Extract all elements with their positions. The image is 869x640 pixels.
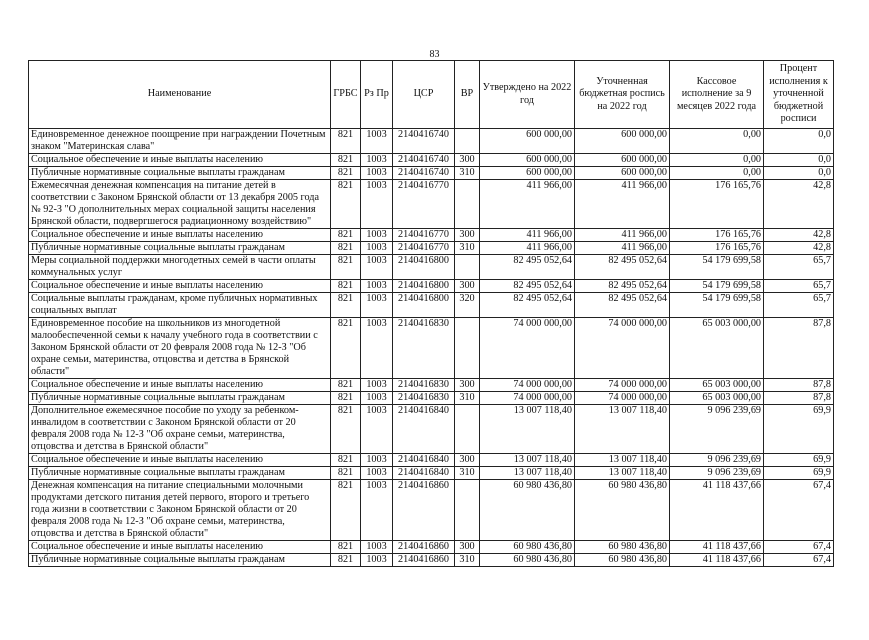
- cell-name: Единовременное пособие на школьников из многодетной малообеспеченной семьи к началу учебного года в соответствии с Законом Брянской области от 20 февраля 2008 года № 12-З "Об охране семьи, материнства, отцовства и детства в Брянской области": [29, 318, 331, 379]
- cell-rzpr: 1003: [361, 392, 393, 405]
- cell-rzpr: 1003: [361, 180, 393, 229]
- cell-percent: 65,7: [764, 255, 834, 280]
- table-row: [29, 293, 834, 318]
- cell-cash: 41 118 437,66: [670, 554, 764, 567]
- cell-rzpr: 1003: [361, 454, 393, 467]
- cell-vr: 300: [455, 379, 480, 392]
- cell-approved: 600 000,00: [480, 129, 575, 154]
- cell-percent: 87,8: [764, 392, 834, 405]
- cell-cash: 41 118 437,66: [670, 480, 764, 541]
- cell-grbs: 821: [331, 554, 361, 567]
- table-row: [29, 467, 834, 480]
- cell-csr: 2140416740: [393, 129, 455, 154]
- cell-rzpr: 1003: [361, 154, 393, 167]
- table-row: [29, 454, 834, 467]
- cell-name: Меры социальной поддержки многодетных семей в части оплаты коммунальных услуг: [29, 255, 331, 280]
- cell-refined: 74 000 000,00: [575, 379, 670, 392]
- cell-percent: 69,9: [764, 405, 834, 454]
- cell-cash: 176 165,76: [670, 229, 764, 242]
- cell-approved: 74 000 000,00: [480, 392, 575, 405]
- cell-refined: 74 000 000,00: [575, 392, 670, 405]
- header-csr: ЦСР: [393, 61, 455, 129]
- cell-grbs: 821: [331, 318, 361, 379]
- cell-grbs: 821: [331, 480, 361, 541]
- cell-csr: 2140416800: [393, 255, 455, 280]
- cell-grbs: 821: [331, 229, 361, 242]
- cell-csr: 2140416740: [393, 154, 455, 167]
- cell-csr: 2140416860: [393, 541, 455, 554]
- table-row: [29, 129, 834, 154]
- cell-grbs: 821: [331, 293, 361, 318]
- cell-csr: 2140416770: [393, 229, 455, 242]
- cell-csr: 2140416830: [393, 318, 455, 379]
- cell-refined: 13 007 118,40: [575, 467, 670, 480]
- cell-refined: 600 000,00: [575, 129, 670, 154]
- cell-csr: 2140416830: [393, 379, 455, 392]
- cell-refined: 13 007 118,40: [575, 405, 670, 454]
- table-row: [29, 480, 834, 541]
- cell-vr: 310: [455, 167, 480, 180]
- header-vr: ВР: [455, 61, 480, 129]
- table-row: [29, 280, 834, 293]
- cell-refined: 74 000 000,00: [575, 318, 670, 379]
- header-rzpr: Рз Пр: [361, 61, 393, 129]
- cell-name: Публичные нормативные социальные выплаты гражданам: [29, 467, 331, 480]
- cell-rzpr: 1003: [361, 480, 393, 541]
- cell-name: Публичные нормативные социальные выплаты гражданам: [29, 242, 331, 255]
- cell-vr: 310: [455, 554, 480, 567]
- cell-vr: [455, 480, 480, 541]
- header-grbs: ГРБС: [331, 61, 361, 129]
- cell-percent: 69,9: [764, 454, 834, 467]
- cell-csr: 2140416860: [393, 554, 455, 567]
- cell-percent: 42,8: [764, 242, 834, 255]
- table-row: [29, 229, 834, 242]
- cell-approved: 82 495 052,64: [480, 293, 575, 318]
- cell-rzpr: 1003: [361, 280, 393, 293]
- cell-grbs: 821: [331, 129, 361, 154]
- cell-percent: 42,8: [764, 180, 834, 229]
- header-approved: Утверждено на 2022 год: [480, 61, 575, 129]
- cell-approved: 82 495 052,64: [480, 255, 575, 280]
- cell-rzpr: 1003: [361, 379, 393, 392]
- cell-cash: 65 003 000,00: [670, 392, 764, 405]
- cell-percent: 0,0: [764, 154, 834, 167]
- cell-rzpr: 1003: [361, 129, 393, 154]
- cell-cash: 65 003 000,00: [670, 318, 764, 379]
- cell-cash: 9 096 239,69: [670, 454, 764, 467]
- cell-approved: 60 980 436,80: [480, 554, 575, 567]
- cell-refined: 82 495 052,64: [575, 255, 670, 280]
- cell-vr: [455, 129, 480, 154]
- cell-cash: 41 118 437,66: [670, 541, 764, 554]
- cell-approved: 411 966,00: [480, 180, 575, 229]
- cell-vr: 300: [455, 229, 480, 242]
- cell-vr: [455, 318, 480, 379]
- table-row: [29, 242, 834, 255]
- cell-refined: 600 000,00: [575, 167, 670, 180]
- cell-refined: 82 495 052,64: [575, 280, 670, 293]
- cell-name: Социальное обеспечение и иные выплаты населению: [29, 379, 331, 392]
- table-row: [29, 554, 834, 567]
- cell-vr: 320: [455, 293, 480, 318]
- cell-approved: 13 007 118,40: [480, 405, 575, 454]
- cell-approved: 74 000 000,00: [480, 318, 575, 379]
- cell-approved: 600 000,00: [480, 167, 575, 180]
- cell-csr: 2140416840: [393, 454, 455, 467]
- cell-refined: 411 966,00: [575, 180, 670, 229]
- cell-refined: 60 980 436,80: [575, 541, 670, 554]
- cell-refined: 60 980 436,80: [575, 480, 670, 541]
- cell-percent: 87,8: [764, 318, 834, 379]
- cell-name: Публичные нормативные социальные выплаты гражданам: [29, 554, 331, 567]
- table-row: [29, 379, 834, 392]
- table-row: [29, 154, 834, 167]
- cell-cash: 176 165,76: [670, 180, 764, 229]
- cell-approved: 13 007 118,40: [480, 467, 575, 480]
- cell-grbs: 821: [331, 167, 361, 180]
- cell-approved: 60 980 436,80: [480, 480, 575, 541]
- cell-grbs: 821: [331, 154, 361, 167]
- cell-approved: 600 000,00: [480, 154, 575, 167]
- cell-rzpr: 1003: [361, 554, 393, 567]
- cell-csr: 2140416800: [393, 293, 455, 318]
- cell-name: Социальное обеспечение и иные выплаты населению: [29, 280, 331, 293]
- cell-grbs: 821: [331, 454, 361, 467]
- cell-percent: 67,4: [764, 541, 834, 554]
- cell-grbs: 821: [331, 467, 361, 480]
- cell-approved: 82 495 052,64: [480, 280, 575, 293]
- cell-cash: 9 096 239,69: [670, 467, 764, 480]
- cell-vr: [455, 405, 480, 454]
- header-percent: Процент исполнения к уточненной бюджетной росписи: [764, 61, 834, 129]
- cell-name: Ежемесячная денежная компенсация на питание детей в соответствии с Законом Брянской области от 13 декабря 2005 года № 92-З "О дополнительных мерах социальной защиты населения Брянской области, подвергшегося радиационному воздействию": [29, 180, 331, 229]
- cell-cash: 54 179 699,58: [670, 280, 764, 293]
- cell-name: Социальное обеспечение и иные выплаты населению: [29, 454, 331, 467]
- cell-csr: 2140416860: [393, 480, 455, 541]
- cell-csr: 2140416830: [393, 392, 455, 405]
- cell-cash: 0,00: [670, 129, 764, 154]
- page-number: 83: [429, 49, 440, 60]
- cell-grbs: 821: [331, 242, 361, 255]
- cell-percent: 42,8: [764, 229, 834, 242]
- cell-vr: 300: [455, 280, 480, 293]
- table-row: [29, 318, 834, 379]
- table-row: [29, 167, 834, 180]
- cell-csr: 2140416770: [393, 180, 455, 229]
- cell-refined: 13 007 118,40: [575, 454, 670, 467]
- header-name: Наименование: [29, 61, 331, 129]
- cell-vr: 310: [455, 242, 480, 255]
- cell-approved: 13 007 118,40: [480, 454, 575, 467]
- cell-rzpr: 1003: [361, 467, 393, 480]
- cell-percent: 67,4: [764, 480, 834, 541]
- table-row: [29, 180, 834, 229]
- table-row: [29, 255, 834, 280]
- cell-percent: 0,0: [764, 167, 834, 180]
- cell-rzpr: 1003: [361, 255, 393, 280]
- cell-name: Социальное обеспечение и иные выплаты населению: [29, 154, 331, 167]
- cell-percent: 87,8: [764, 379, 834, 392]
- cell-cash: 54 179 699,58: [670, 293, 764, 318]
- cell-name: Публичные нормативные социальные выплаты гражданам: [29, 392, 331, 405]
- cell-cash: 54 179 699,58: [670, 255, 764, 280]
- cell-percent: 69,9: [764, 467, 834, 480]
- budget-table: [28, 60, 834, 567]
- cell-percent: 0,0: [764, 129, 834, 154]
- cell-cash: 176 165,76: [670, 242, 764, 255]
- cell-refined: 411 966,00: [575, 242, 670, 255]
- cell-refined: 82 495 052,64: [575, 293, 670, 318]
- header-refined: Уточненная бюджетная роспись на 2022 год: [575, 61, 670, 129]
- cell-grbs: 821: [331, 392, 361, 405]
- cell-vr: 310: [455, 467, 480, 480]
- cell-rzpr: 1003: [361, 242, 393, 255]
- cell-name: Социальное обеспечение и иные выплаты населению: [29, 229, 331, 242]
- cell-rzpr: 1003: [361, 405, 393, 454]
- cell-grbs: 821: [331, 379, 361, 392]
- cell-name: Дополнительное ежемесячное пособие по уходу за ребенком-инвалидом в соответствии с Законом Брянской области от 20 февраля 2008 года № 12-З "Об охране семьи, материнства, отцовства и детства в Брянской области": [29, 405, 331, 454]
- cell-csr: 2140416800: [393, 280, 455, 293]
- cell-cash: 65 003 000,00: [670, 379, 764, 392]
- cell-percent: 65,7: [764, 280, 834, 293]
- cell-percent: 65,7: [764, 293, 834, 318]
- cell-grbs: 821: [331, 255, 361, 280]
- cell-name: Публичные нормативные социальные выплаты гражданам: [29, 167, 331, 180]
- cell-rzpr: 1003: [361, 229, 393, 242]
- cell-csr: 2140416770: [393, 242, 455, 255]
- cell-csr: 2140416840: [393, 467, 455, 480]
- cell-vr: [455, 255, 480, 280]
- cell-approved: 411 966,00: [480, 229, 575, 242]
- table-row: [29, 541, 834, 554]
- cell-grbs: 821: [331, 280, 361, 293]
- cell-name: Денежная компенсация на питание специальными молочными продуктами детского питания детей первого, второго и третьего года жизни в соответствии с Законом Брянской области от 20 февраля 2008 года № 12-З "Об охране семьи, материнства, отцовства и детства в Брянской области": [29, 480, 331, 541]
- cell-grbs: 821: [331, 541, 361, 554]
- cell-rzpr: 1003: [361, 541, 393, 554]
- cell-cash: 9 096 239,69: [670, 405, 764, 454]
- table-body: [29, 129, 834, 567]
- cell-refined: 411 966,00: [575, 229, 670, 242]
- cell-vr: 310: [455, 392, 480, 405]
- cell-grbs: 821: [331, 405, 361, 454]
- cell-vr: 300: [455, 454, 480, 467]
- cell-refined: 600 000,00: [575, 154, 670, 167]
- cell-name: Единовременное денежное поощрение при награждении Почетным знаком "Материнская слава": [29, 129, 331, 154]
- cell-cash: 0,00: [670, 154, 764, 167]
- cell-approved: 60 980 436,80: [480, 541, 575, 554]
- cell-csr: 2140416840: [393, 405, 455, 454]
- table-row: [29, 405, 834, 454]
- cell-name: Социальные выплаты гражданам, кроме публичных нормативных социальных выплат: [29, 293, 331, 318]
- cell-rzpr: 1003: [361, 167, 393, 180]
- cell-refined: 60 980 436,80: [575, 554, 670, 567]
- cell-percent: 67,4: [764, 554, 834, 567]
- cell-grbs: 821: [331, 180, 361, 229]
- table-header-row: [29, 61, 834, 129]
- cell-approved: 74 000 000,00: [480, 379, 575, 392]
- cell-vr: [455, 180, 480, 229]
- table-row: [29, 392, 834, 405]
- cell-csr: 2140416740: [393, 167, 455, 180]
- cell-rzpr: 1003: [361, 293, 393, 318]
- header-cash: Кассовое исполнение за 9 месяцев 2022 года: [670, 61, 764, 129]
- cell-vr: 300: [455, 154, 480, 167]
- cell-vr: 300: [455, 541, 480, 554]
- cell-name: Социальное обеспечение и иные выплаты населению: [29, 541, 331, 554]
- cell-rzpr: 1003: [361, 318, 393, 379]
- cell-cash: 0,00: [670, 167, 764, 180]
- cell-approved: 411 966,00: [480, 242, 575, 255]
